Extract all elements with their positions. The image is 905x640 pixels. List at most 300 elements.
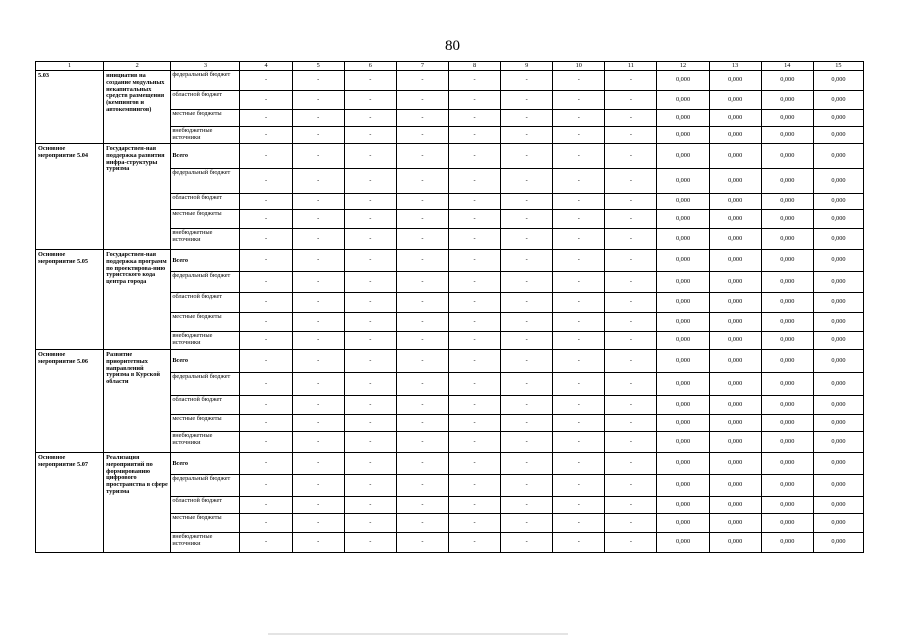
- table-header-row: [36, 62, 864, 71]
- value-cell: 0,000: [657, 250, 709, 272]
- empty-value-cell: -: [240, 293, 292, 313]
- value-cell: 0,000: [761, 373, 813, 396]
- empty-value-cell: -: [553, 229, 605, 250]
- event-name: Развитие приоритетных направлений туризма в Курской области: [104, 350, 171, 453]
- empty-value-cell: -: [344, 229, 396, 250]
- value-cell: 0,000: [657, 533, 709, 553]
- empty-value-cell: -: [344, 144, 396, 169]
- empty-value-cell: -: [344, 169, 396, 194]
- empty-value-cell: -: [396, 144, 448, 169]
- scan-artifact-line: [268, 633, 568, 635]
- value-cell: 0,000: [761, 250, 813, 272]
- empty-value-cell: -: [605, 332, 657, 350]
- empty-value-cell: -: [344, 453, 396, 475]
- empty-value-cell: -: [344, 497, 396, 514]
- value-cell: 0,000: [709, 432, 761, 453]
- empty-value-cell: -: [240, 144, 292, 169]
- value-cell: 0,000: [709, 373, 761, 396]
- empty-value-cell: -: [448, 350, 500, 373]
- value-cell: 0,000: [709, 415, 761, 432]
- empty-value-cell: -: [292, 475, 344, 497]
- empty-value-cell: -: [344, 250, 396, 272]
- empty-value-cell: -: [605, 293, 657, 313]
- value-cell: 0,000: [709, 110, 761, 127]
- empty-value-cell: -: [605, 453, 657, 475]
- empty-value-cell: -: [501, 91, 553, 110]
- empty-value-cell: -: [292, 169, 344, 194]
- empty-value-cell: -: [240, 127, 292, 144]
- value-cell: 0,000: [709, 350, 761, 373]
- value-cell: 0,000: [813, 91, 863, 110]
- funding-source: областной бюджет: [171, 396, 240, 415]
- column-header: 13: [709, 62, 761, 71]
- funding-source: внебюджетные источники: [171, 432, 240, 453]
- empty-value-cell: -: [396, 453, 448, 475]
- empty-value-cell: -: [501, 475, 553, 497]
- column-header: 15: [813, 62, 863, 71]
- empty-value-cell: -: [605, 415, 657, 432]
- empty-value-cell: -: [292, 453, 344, 475]
- value-cell: 0,000: [813, 127, 863, 144]
- value-cell: 0,000: [813, 475, 863, 497]
- empty-value-cell: -: [396, 272, 448, 293]
- empty-value-cell: -: [344, 533, 396, 553]
- empty-value-cell: -: [501, 453, 553, 475]
- value-cell: 0,000: [709, 497, 761, 514]
- value-cell: 0,000: [709, 210, 761, 229]
- event-code: Основное мероприятие 5.04: [36, 144, 104, 250]
- empty-value-cell: -: [501, 533, 553, 553]
- funding-source: Всего: [171, 250, 240, 272]
- column-header: 7: [396, 62, 448, 71]
- empty-value-cell: -: [553, 91, 605, 110]
- value-cell: 0,000: [761, 194, 813, 210]
- empty-value-cell: -: [292, 350, 344, 373]
- empty-value-cell: -: [396, 169, 448, 194]
- event-code: 5.03: [36, 71, 104, 144]
- empty-value-cell: -: [396, 127, 448, 144]
- funding-source: внебюджетные источники: [171, 229, 240, 250]
- empty-value-cell: -: [553, 432, 605, 453]
- empty-value-cell: -: [448, 194, 500, 210]
- empty-value-cell: -: [344, 432, 396, 453]
- empty-value-cell: -: [240, 475, 292, 497]
- empty-value-cell: -: [344, 71, 396, 91]
- empty-value-cell: -: [448, 210, 500, 229]
- table-row: [36, 250, 864, 272]
- value-cell: 0,000: [761, 71, 813, 91]
- empty-value-cell: -: [448, 475, 500, 497]
- empty-value-cell: -: [501, 71, 553, 91]
- empty-value-cell: -: [240, 415, 292, 432]
- column-header: 1: [36, 62, 104, 71]
- empty-value-cell: -: [396, 313, 448, 332]
- empty-value-cell: -: [344, 293, 396, 313]
- column-header: 3: [171, 62, 240, 71]
- funding-source: областной бюджет: [171, 91, 240, 110]
- empty-value-cell: -: [292, 514, 344, 533]
- column-header: 11: [605, 62, 657, 71]
- empty-value-cell: -: [396, 533, 448, 553]
- value-cell: 0,000: [657, 194, 709, 210]
- empty-value-cell: -: [396, 71, 448, 91]
- empty-value-cell: -: [292, 396, 344, 415]
- empty-value-cell: -: [501, 169, 553, 194]
- event-name: инициатив на создание модульных некапитальных средств размещения (кемпингов и автокемпингов): [104, 71, 171, 144]
- empty-value-cell: -: [553, 127, 605, 144]
- empty-value-cell: -: [501, 350, 553, 373]
- empty-value-cell: -: [605, 396, 657, 415]
- value-cell: 0,000: [657, 169, 709, 194]
- value-cell: 0,000: [813, 350, 863, 373]
- empty-value-cell: -: [448, 229, 500, 250]
- funding-source: местные бюджеты: [171, 514, 240, 533]
- empty-value-cell: -: [344, 373, 396, 396]
- value-cell: 0,000: [709, 313, 761, 332]
- empty-value-cell: -: [448, 169, 500, 194]
- empty-value-cell: -: [501, 144, 553, 169]
- value-cell: 0,000: [657, 396, 709, 415]
- empty-value-cell: -: [240, 272, 292, 293]
- empty-value-cell: -: [292, 71, 344, 91]
- empty-value-cell: -: [292, 432, 344, 453]
- empty-value-cell: -: [396, 475, 448, 497]
- value-cell: 0,000: [657, 229, 709, 250]
- empty-value-cell: -: [448, 127, 500, 144]
- value-cell: 0,000: [709, 332, 761, 350]
- value-cell: 0,000: [709, 250, 761, 272]
- value-cell: 0,000: [813, 415, 863, 432]
- value-cell: 0,000: [657, 415, 709, 432]
- empty-value-cell: -: [240, 453, 292, 475]
- empty-value-cell: -: [240, 71, 292, 91]
- empty-value-cell: -: [553, 453, 605, 475]
- value-cell: 0,000: [813, 313, 863, 332]
- value-cell: 0,000: [761, 533, 813, 553]
- empty-value-cell: -: [448, 396, 500, 415]
- empty-value-cell: -: [240, 533, 292, 553]
- table-row: [36, 350, 864, 373]
- funding-source: областной бюджет: [171, 497, 240, 514]
- empty-value-cell: -: [448, 497, 500, 514]
- table-row: [36, 144, 864, 169]
- funding-source: местные бюджеты: [171, 110, 240, 127]
- value-cell: 0,000: [761, 514, 813, 533]
- empty-value-cell: -: [344, 350, 396, 373]
- value-cell: 0,000: [813, 272, 863, 293]
- empty-value-cell: -: [605, 169, 657, 194]
- column-header: 2: [104, 62, 171, 71]
- empty-value-cell: -: [396, 373, 448, 396]
- empty-value-cell: -: [605, 250, 657, 272]
- empty-value-cell: -: [553, 210, 605, 229]
- empty-value-cell: -: [605, 432, 657, 453]
- empty-value-cell: -: [501, 229, 553, 250]
- empty-value-cell: -: [605, 127, 657, 144]
- empty-value-cell: -: [396, 293, 448, 313]
- event-name: Государствен-ная поддержка программ по проектирова-нию туристского кода центра города: [104, 250, 171, 350]
- empty-value-cell: -: [501, 313, 553, 332]
- empty-value-cell: -: [605, 350, 657, 373]
- empty-value-cell: -: [501, 127, 553, 144]
- empty-value-cell: -: [292, 293, 344, 313]
- empty-value-cell: -: [501, 250, 553, 272]
- empty-value-cell: -: [605, 210, 657, 229]
- empty-value-cell: -: [553, 169, 605, 194]
- empty-value-cell: -: [240, 432, 292, 453]
- empty-value-cell: -: [553, 293, 605, 313]
- value-cell: 0,000: [709, 71, 761, 91]
- page-number: 80: [445, 38, 460, 54]
- empty-value-cell: -: [553, 350, 605, 373]
- column-header: 6: [344, 62, 396, 71]
- empty-value-cell: -: [344, 313, 396, 332]
- value-cell: 0,000: [657, 514, 709, 533]
- empty-value-cell: -: [396, 210, 448, 229]
- empty-value-cell: -: [501, 514, 553, 533]
- empty-value-cell: -: [344, 194, 396, 210]
- empty-value-cell: -: [240, 396, 292, 415]
- empty-value-cell: -: [240, 229, 292, 250]
- empty-value-cell: -: [292, 332, 344, 350]
- value-cell: 0,000: [813, 71, 863, 91]
- value-cell: 0,000: [657, 475, 709, 497]
- event-code: Основное мероприятие 5.07: [36, 453, 104, 553]
- value-cell: 0,000: [709, 194, 761, 210]
- empty-value-cell: -: [240, 313, 292, 332]
- empty-value-cell: -: [396, 229, 448, 250]
- value-cell: 0,000: [657, 453, 709, 475]
- empty-value-cell: -: [240, 169, 292, 194]
- value-cell: 0,000: [657, 71, 709, 91]
- empty-value-cell: -: [553, 250, 605, 272]
- empty-value-cell: -: [240, 210, 292, 229]
- empty-value-cell: -: [553, 332, 605, 350]
- empty-value-cell: -: [292, 497, 344, 514]
- value-cell: 0,000: [657, 313, 709, 332]
- empty-value-cell: -: [240, 332, 292, 350]
- event-code: Основное мероприятие 5.05: [36, 250, 104, 350]
- event-name: Реализация мероприятий по формированию цифрового пространства в сфере туризма: [104, 453, 171, 553]
- budget-table: [35, 61, 864, 553]
- value-cell: 0,000: [813, 373, 863, 396]
- empty-value-cell: -: [553, 475, 605, 497]
- value-cell: 0,000: [657, 293, 709, 313]
- value-cell: 0,000: [761, 127, 813, 144]
- value-cell: 0,000: [813, 229, 863, 250]
- value-cell: 0,000: [657, 110, 709, 127]
- empty-value-cell: -: [396, 332, 448, 350]
- empty-value-cell: -: [344, 514, 396, 533]
- value-cell: 0,000: [813, 332, 863, 350]
- empty-value-cell: -: [292, 229, 344, 250]
- empty-value-cell: -: [292, 110, 344, 127]
- table-row: [36, 71, 864, 91]
- value-cell: 0,000: [709, 272, 761, 293]
- event-code: Основное мероприятие 5.06: [36, 350, 104, 453]
- empty-value-cell: -: [501, 110, 553, 127]
- empty-value-cell: -: [448, 373, 500, 396]
- empty-value-cell: -: [396, 350, 448, 373]
- funding-source: местные бюджеты: [171, 210, 240, 229]
- empty-value-cell: -: [240, 350, 292, 373]
- empty-value-cell: -: [448, 250, 500, 272]
- value-cell: 0,000: [709, 91, 761, 110]
- empty-value-cell: -: [605, 229, 657, 250]
- value-cell: 0,000: [761, 396, 813, 415]
- value-cell: 0,000: [813, 293, 863, 313]
- value-cell: 0,000: [657, 127, 709, 144]
- empty-value-cell: -: [553, 313, 605, 332]
- empty-value-cell: -: [240, 514, 292, 533]
- empty-value-cell: -: [344, 272, 396, 293]
- value-cell: 0,000: [657, 350, 709, 373]
- empty-value-cell: -: [396, 194, 448, 210]
- value-cell: 0,000: [761, 453, 813, 475]
- funding-source: Всего: [171, 453, 240, 475]
- value-cell: 0,000: [709, 396, 761, 415]
- empty-value-cell: -: [292, 91, 344, 110]
- empty-value-cell: -: [292, 313, 344, 332]
- empty-value-cell: -: [553, 373, 605, 396]
- empty-value-cell: -: [501, 293, 553, 313]
- empty-value-cell: -: [240, 91, 292, 110]
- value-cell: 0,000: [761, 293, 813, 313]
- value-cell: 0,000: [761, 91, 813, 110]
- empty-value-cell: -: [344, 110, 396, 127]
- funding-source: местные бюджеты: [171, 415, 240, 432]
- empty-value-cell: -: [501, 272, 553, 293]
- funding-source: областной бюджет: [171, 194, 240, 210]
- empty-value-cell: -: [553, 194, 605, 210]
- value-cell: 0,000: [709, 514, 761, 533]
- value-cell: 0,000: [813, 396, 863, 415]
- value-cell: 0,000: [709, 533, 761, 553]
- column-header: 4: [240, 62, 292, 71]
- empty-value-cell: -: [448, 110, 500, 127]
- funding-source: федеральный бюджет: [171, 169, 240, 194]
- column-header: 5: [292, 62, 344, 71]
- funding-source: федеральный бюджет: [171, 475, 240, 497]
- value-cell: 0,000: [761, 415, 813, 432]
- value-cell: 0,000: [709, 144, 761, 169]
- value-cell: 0,000: [813, 110, 863, 127]
- value-cell: 0,000: [813, 194, 863, 210]
- empty-value-cell: -: [501, 332, 553, 350]
- funding-source: областной бюджет: [171, 293, 240, 313]
- funding-source: внебюджетные источники: [171, 533, 240, 553]
- empty-value-cell: -: [448, 514, 500, 533]
- empty-value-cell: -: [292, 210, 344, 229]
- value-cell: 0,000: [761, 272, 813, 293]
- empty-value-cell: -: [448, 71, 500, 91]
- empty-value-cell: -: [448, 91, 500, 110]
- empty-value-cell: -: [448, 332, 500, 350]
- empty-value-cell: -: [448, 272, 500, 293]
- empty-value-cell: -: [553, 533, 605, 553]
- empty-value-cell: -: [553, 415, 605, 432]
- empty-value-cell: -: [396, 250, 448, 272]
- empty-value-cell: -: [605, 514, 657, 533]
- value-cell: 0,000: [813, 144, 863, 169]
- funding-source: федеральный бюджет: [171, 71, 240, 91]
- column-header: 8: [448, 62, 500, 71]
- value-cell: 0,000: [657, 332, 709, 350]
- value-cell: 0,000: [709, 453, 761, 475]
- empty-value-cell: -: [448, 533, 500, 553]
- table-body: [36, 71, 864, 553]
- empty-value-cell: -: [501, 497, 553, 514]
- empty-value-cell: -: [553, 144, 605, 169]
- empty-value-cell: -: [501, 415, 553, 432]
- empty-value-cell: -: [240, 194, 292, 210]
- value-cell: 0,000: [657, 497, 709, 514]
- value-cell: 0,000: [761, 475, 813, 497]
- empty-value-cell: -: [501, 194, 553, 210]
- funding-source: Всего: [171, 350, 240, 373]
- empty-value-cell: -: [605, 373, 657, 396]
- table-row: [36, 453, 864, 475]
- empty-value-cell: -: [396, 432, 448, 453]
- empty-value-cell: -: [553, 71, 605, 91]
- funding-source: внебюджетные источники: [171, 332, 240, 350]
- empty-value-cell: -: [240, 110, 292, 127]
- empty-value-cell: -: [240, 250, 292, 272]
- empty-value-cell: -: [240, 373, 292, 396]
- value-cell: 0,000: [657, 272, 709, 293]
- empty-value-cell: -: [396, 110, 448, 127]
- empty-value-cell: -: [292, 272, 344, 293]
- empty-value-cell: -: [448, 313, 500, 332]
- empty-value-cell: -: [448, 144, 500, 169]
- empty-value-cell: -: [553, 497, 605, 514]
- value-cell: 0,000: [813, 533, 863, 553]
- value-cell: 0,000: [761, 210, 813, 229]
- empty-value-cell: -: [553, 272, 605, 293]
- empty-value-cell: -: [292, 144, 344, 169]
- empty-value-cell: -: [605, 194, 657, 210]
- value-cell: 0,000: [657, 144, 709, 169]
- empty-value-cell: -: [344, 91, 396, 110]
- empty-value-cell: -: [448, 432, 500, 453]
- empty-value-cell: -: [605, 313, 657, 332]
- column-header: 9: [501, 62, 553, 71]
- value-cell: 0,000: [657, 210, 709, 229]
- value-cell: 0,000: [761, 332, 813, 350]
- empty-value-cell: -: [605, 91, 657, 110]
- empty-value-cell: -: [605, 497, 657, 514]
- value-cell: 0,000: [709, 169, 761, 194]
- value-cell: 0,000: [813, 432, 863, 453]
- funding-source: федеральный бюджет: [171, 272, 240, 293]
- value-cell: 0,000: [709, 229, 761, 250]
- value-cell: 0,000: [761, 432, 813, 453]
- value-cell: 0,000: [813, 250, 863, 272]
- empty-value-cell: -: [605, 272, 657, 293]
- empty-value-cell: -: [292, 533, 344, 553]
- empty-value-cell: -: [292, 127, 344, 144]
- empty-value-cell: -: [553, 110, 605, 127]
- empty-value-cell: -: [501, 396, 553, 415]
- empty-value-cell: -: [605, 533, 657, 553]
- empty-value-cell: -: [292, 373, 344, 396]
- value-cell: 0,000: [709, 293, 761, 313]
- value-cell: 0,000: [761, 169, 813, 194]
- funding-source: внебюджетные источники: [171, 127, 240, 144]
- value-cell: 0,000: [761, 313, 813, 332]
- column-header: 10: [553, 62, 605, 71]
- value-cell: 0,000: [761, 144, 813, 169]
